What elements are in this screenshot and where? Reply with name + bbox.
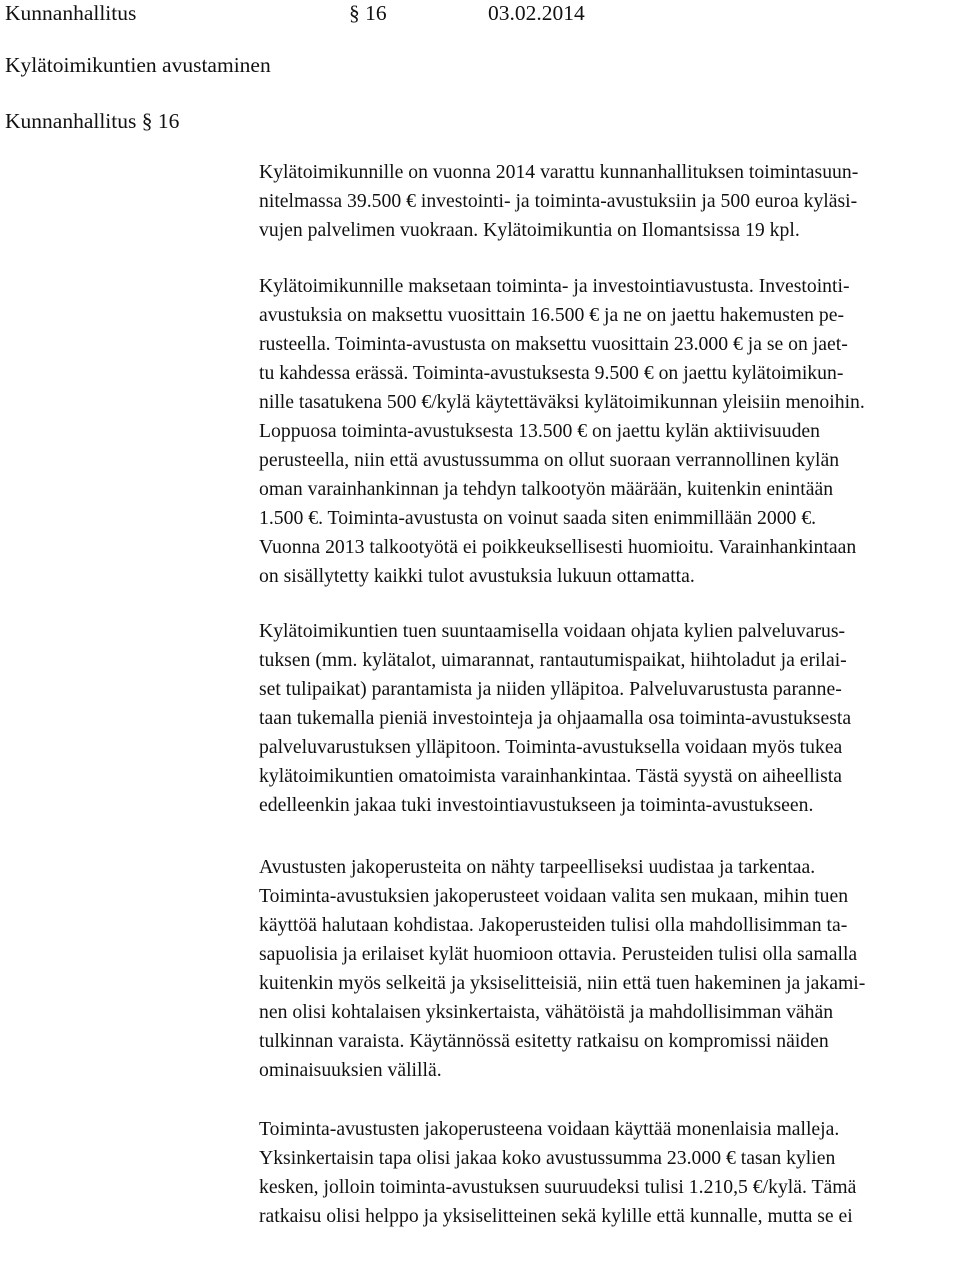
text-line: nen olisi kohtalaisen yksinkertaista, vähätöistä ja mahdollisimman vähän bbox=[259, 1001, 834, 1023]
text-line: vujen palvelimen vuokraan. Kylätoimikuntia on Ilomantsissa 19 kpl. bbox=[259, 219, 800, 241]
text-line: Vuonna 2013 talkootyötä ei poikkeuksellisesti huomioitu. Varainhankintaan bbox=[259, 536, 857, 558]
text-line: Toiminta-avustuksien jakoperusteet voidaan valita sen mukaan, mihin tuen bbox=[259, 885, 849, 907]
header-section-number-value: 16 bbox=[365, 1, 387, 25]
section-reference: Kunnanhallitus § 16 bbox=[5, 109, 180, 133]
text-line: Kylätoimikuntien tuen suuntaamisella voidaan ohjata kylien palveluvarus- bbox=[259, 620, 846, 642]
text-line: sapuolisia ja erilaiset kylät huomioon ottavia. Perusteiden tulisi olla samalla bbox=[259, 943, 858, 965]
text-line: oman varainhankinnan ja tehdyn talkootyön määrään, kuitenkin enintään bbox=[259, 478, 834, 500]
text-line: tuksen (mm. kylätalot, uimarannat, rantautumispaikat, hiihtoladut ja erilai- bbox=[259, 649, 847, 671]
text-line: kuitenkin myös selkeitä ja yksiselitteisiä, niin että tuen hakeminen ja jakami- bbox=[259, 972, 866, 994]
text-line: Toiminta-avustusten jakoperusteena voidaan käyttää monenlaisia malleja. bbox=[259, 1118, 840, 1140]
text-line: kylätoimikuntien omatoimista varainhankintaa. Tästä syystä on aiheellista bbox=[259, 765, 843, 787]
text-line: ominaisuuksien välillä. bbox=[259, 1059, 442, 1081]
paragraph-2 bbox=[259, 272, 959, 591]
text-line: palveluvarustuksen ylläpitoon. Toiminta-avustuksella voidaan myös tukea bbox=[259, 736, 843, 758]
text-line: Kylätoimikunnille on vuonna 2014 varattu kunnanhallituksen toimintasuun- bbox=[259, 161, 859, 183]
text-line: on sisällytetty kaikki tulot avustuksia lukuun ottamatta. bbox=[259, 565, 695, 587]
text-line: käyttöä halutaan kohdistaa. Jakoperusteiden tulisi olla mahdollisimman ta- bbox=[259, 914, 848, 936]
text-line: rusteella. Toiminta-avustusta on maksettu vuosittain 23.000 € ja se on jaet- bbox=[259, 333, 848, 355]
text-line: nille tasatukena 500 €/kylä käytettäväksi kylätoimikunnan yleisiin menoihin. bbox=[259, 391, 865, 413]
header-section-number: § 16 bbox=[349, 1, 387, 25]
text-line: tu kahdessa erässä. Toiminta-avustuksesta 9.500 € on jaettu kylätoimikun- bbox=[259, 362, 844, 384]
header-body-name: Kunnanhallitus bbox=[5, 1, 137, 25]
text-line: Yksinkertaisin tapa olisi jakaa koko avustussumma 23.000 € tasan kylien bbox=[259, 1147, 836, 1169]
text-line: set tulipaikat) parantamista ja niiden ylläpitoa. Palveluvarustusta paranne- bbox=[259, 678, 842, 700]
paragraph-3 bbox=[259, 617, 959, 820]
text-line: 1.500 €. Toiminta-avustusta on voinut saada siten enimmillään 2000 €. bbox=[259, 507, 817, 529]
text-line: nitelmassa 39.500 € investointi- ja toiminta-avustuksiin ja 500 euroa kyläsi- bbox=[259, 190, 858, 212]
text-line: Kylätoimikunnille maksetaan toiminta- ja investointiavustusta. Investointi- bbox=[259, 275, 850, 297]
paragraph-1 bbox=[259, 158, 959, 245]
text-line: taan tukemalla pieniä investointeja ja ohjaamalla osa toiminta-avustuksesta bbox=[259, 707, 852, 729]
text-line: Avustusten jakoperusteita on nähty tarpeelliseksi uudistaa ja tarkentaa. bbox=[259, 856, 816, 878]
text-line: ratkaisu olisi helppo ja yksiselitteinen sekä kylille että kunnalle, mutta se ei bbox=[259, 1205, 853, 1227]
paragraph-4 bbox=[259, 853, 959, 1085]
text-line: avustuksia on maksettu vuosittain 16.500 € ja ne on jaettu hakemusten pe- bbox=[259, 304, 845, 326]
header-date: 03.02.2014 bbox=[488, 1, 585, 25]
text-line: perusteella, niin että avustussumma on ollut suoraan verrannollinen kylän bbox=[259, 449, 840, 471]
document-title: Kylätoimikuntien avustaminen bbox=[5, 53, 271, 77]
text-line: kesken, jolloin toiminta-avustuksen suuruudeksi tulisi 1.210,5 €/kylä. Tämä bbox=[259, 1176, 857, 1198]
text-line: tulkinnan varaista. Käytännössä esitetty ratkaisu on kompromissi näiden bbox=[259, 1030, 829, 1052]
paragraph-5 bbox=[259, 1115, 959, 1231]
document-body bbox=[259, 158, 959, 1231]
text-line: edelleenkin jakaa tuki investointiavustukseen ja toiminta-avustukseen. bbox=[259, 794, 814, 816]
text-line: Loppuosa toiminta-avustuksesta 13.500 € on jaettu kylän aktiivisuuden bbox=[259, 420, 821, 442]
